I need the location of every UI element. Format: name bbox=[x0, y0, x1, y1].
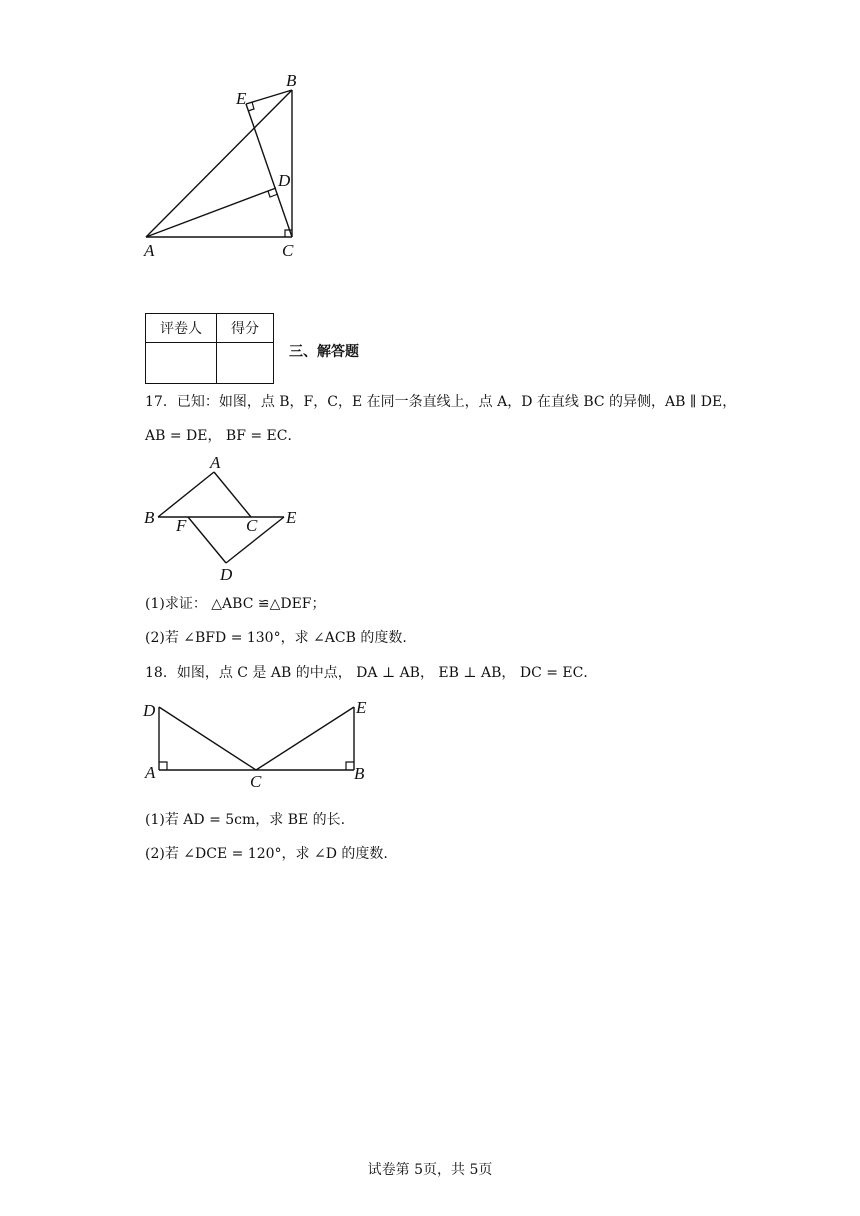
label-e: E bbox=[286, 508, 297, 527]
label-b: B bbox=[354, 764, 365, 783]
figure-q18 bbox=[140, 695, 370, 790]
segment-ab bbox=[146, 90, 292, 237]
label-c: C bbox=[282, 241, 294, 260]
label-e: E bbox=[236, 89, 247, 108]
grader-cell[interactable] bbox=[146, 343, 217, 384]
label-d: D bbox=[278, 171, 291, 190]
q17-part1: (1)求证： △ABC ≌△DEF； bbox=[145, 596, 326, 612]
q17-stem-line1: 17．已知：如图，点 B，F，C，E 在同一条直线上，点 A，D 在直线 BC 的异侧，AB ∥ DE， bbox=[145, 394, 737, 410]
q17-part2: (2)若 ∠BFD = 130°，求 ∠ACB 的度数. bbox=[145, 630, 407, 646]
section-title: 三、解答题 bbox=[289, 344, 359, 360]
segment-ac bbox=[214, 472, 251, 517]
figure-triangle-abc bbox=[130, 60, 330, 270]
label-f: F bbox=[176, 516, 187, 535]
score-table bbox=[145, 313, 274, 384]
q17-stem-line2: AB = DE， BF = EC． bbox=[145, 428, 302, 444]
score-header: 得分 bbox=[217, 314, 274, 343]
label-a: A bbox=[144, 241, 155, 260]
segment-ab bbox=[158, 472, 214, 517]
score-cell[interactable] bbox=[217, 343, 274, 384]
right-angle-b bbox=[346, 762, 354, 770]
q18-part1: (1)若 AD = 5cm，求 BE 的长. bbox=[145, 812, 346, 828]
q18-stem: 18．如图，点 C 是 AB 的中点， DA ⊥ AB， EB ⊥ AB， DC = EC． bbox=[145, 665, 598, 681]
label-a: A bbox=[145, 763, 156, 782]
figure-q17 bbox=[140, 452, 310, 587]
label-e: E bbox=[356, 698, 367, 717]
segment-ad bbox=[146, 188, 276, 237]
label-c: C bbox=[250, 772, 262, 791]
label-c: C bbox=[246, 516, 258, 535]
segment-fd bbox=[188, 517, 226, 563]
label-d: D bbox=[143, 701, 156, 720]
label-d: D bbox=[220, 565, 233, 584]
label-a: A bbox=[210, 453, 221, 472]
segment-ec bbox=[256, 707, 354, 770]
segment-dc bbox=[159, 707, 256, 770]
q18-part2: (2)若 ∠DCE = 120°，求 ∠D 的度数. bbox=[145, 846, 388, 862]
page-footer: 试卷第 5页，共 5页 bbox=[367, 1162, 493, 1178]
label-b: B bbox=[286, 71, 297, 90]
right-angle-a bbox=[159, 762, 167, 770]
label-b: B bbox=[144, 508, 155, 527]
grader-header: 评卷人 bbox=[146, 314, 217, 343]
